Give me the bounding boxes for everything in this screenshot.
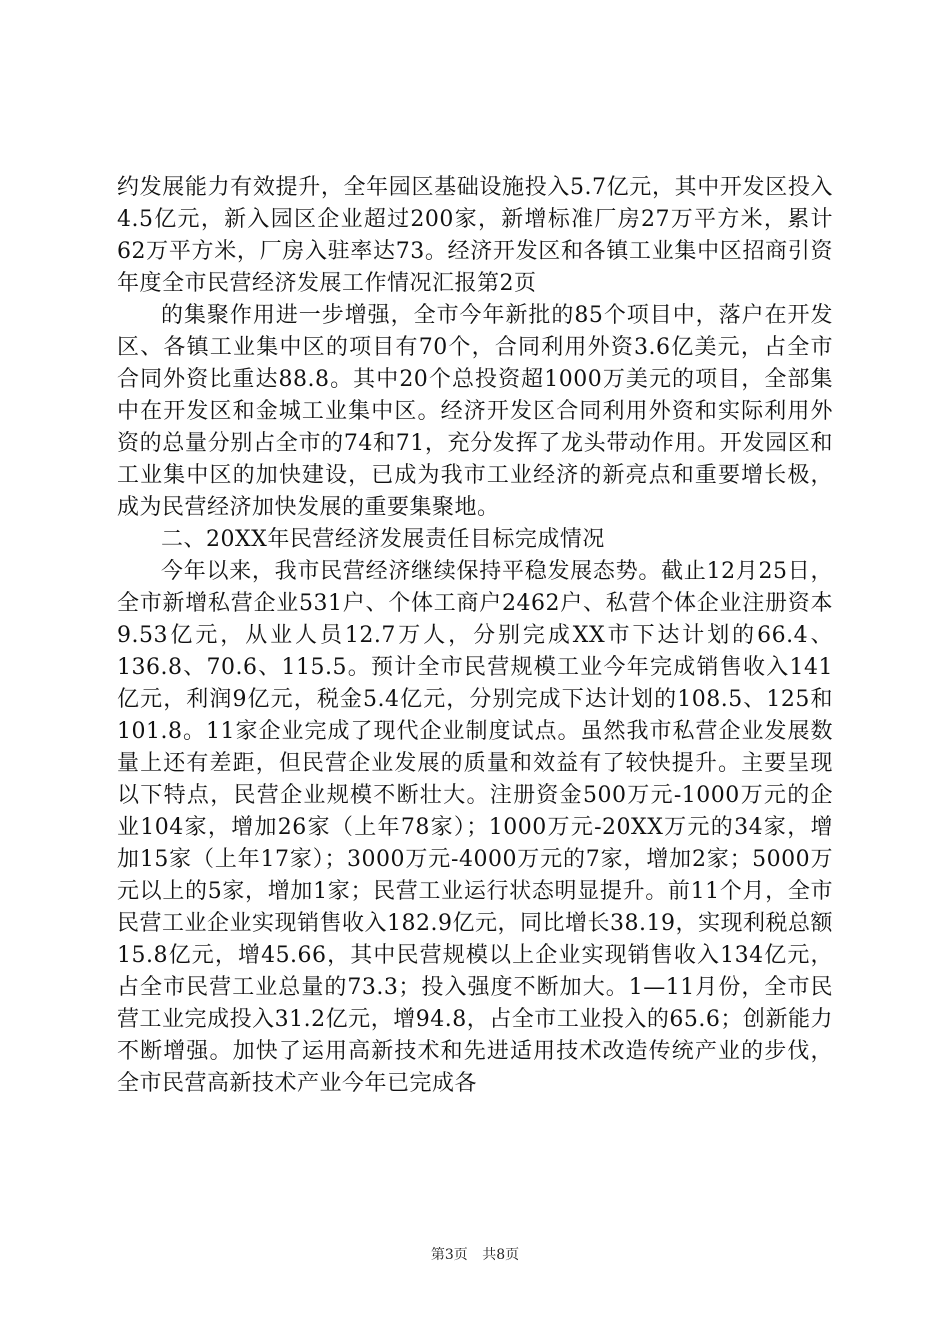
paragraph-agglomeration: 的集聚作用进一步增强，全市今年新批的85个项目中，落户在开发区、各镇工业集中区的项目有70个，合同利用外资3.6亿美元，占全市合同外资比重达88.8。其中20个总投资超1000万美元的项目，全部集中在开发区和金城工业集中区。经济开发区合同利用外资和实际利用外资的总量分别占全市的74和71，充分发挥了龙头带动作用。开发园区和工业集中区的加快建设，已成为我市工业经济的新亮点和重要增长极，成为民营经济加快发展的重要集聚地。 [117,303,833,520]
page-total: 共8页 [482,1247,520,1263]
page-number: 第3页 [430,1247,468,1263]
paragraph-private-economy: 今年以来，我市民营经济继续保持平稳发展态势。截止12月25日，全市新增私营企业531户、个体工商户2462户、私营个体企业注册资本9.53亿元，从业人员12.7万人，分别完成XX市下达计划的66.4、136.8、70.6、115.5。预计全市民营规模工业今年完成销售收入141亿元，利润9亿元，税金5.4亿元，分别完成下达计划的108.5、125和101.8。11家企业完成了现代企业制度试点。虽然我市私营企业发展数量上还有差距，但民营企业发展的质量和效益有了较快提升。主要呈现以下特点，民营企业规模不断壮大。注册资金500万元-1000万元的企业104家，增加26家（上年78家）；1000万元-20XX万元的34家，增加15家（上年17家）；3000万元-4000万元的7家，增加2家；5000万元以上的5家，增加1家；民营工业运行状态明显提升。前11个月，全市民营工业企业实现销售收入182.9亿元，同比增长38.19，实现利税总额15.8亿元，增45.66，其中民营规模以上企业实现销售收入134亿元，占全市民营工业总量的73.3；投入强度不断加大。1—11月份，全市民营工业完成投入31.2亿元，增94.8，占全市工业投入的65.6；创新能力不断增强。加快了运用高新技术和先进适用技术改造传统产业的步伐，全市民营高新技术产业今年已完成各 [117,559,833,1096]
document-body [117,172,833,1100]
paragraph-continuation: 约发展能力有效提升，全年园区基础设施投入5.7亿元，其中开发区投入4.5亿元，新入园区企业超过200家，新增标准厂房27万平方米，累计62万平方米，厂房入驻率达73。经济开发区和各镇工业集中区招商引资年度全市民营经济发展工作情况汇报第2页 [117,175,833,296]
section-heading: 二、20XX年民营经济发展责任目标完成情况 [161,527,605,552]
page-footer [0,1245,950,1265]
